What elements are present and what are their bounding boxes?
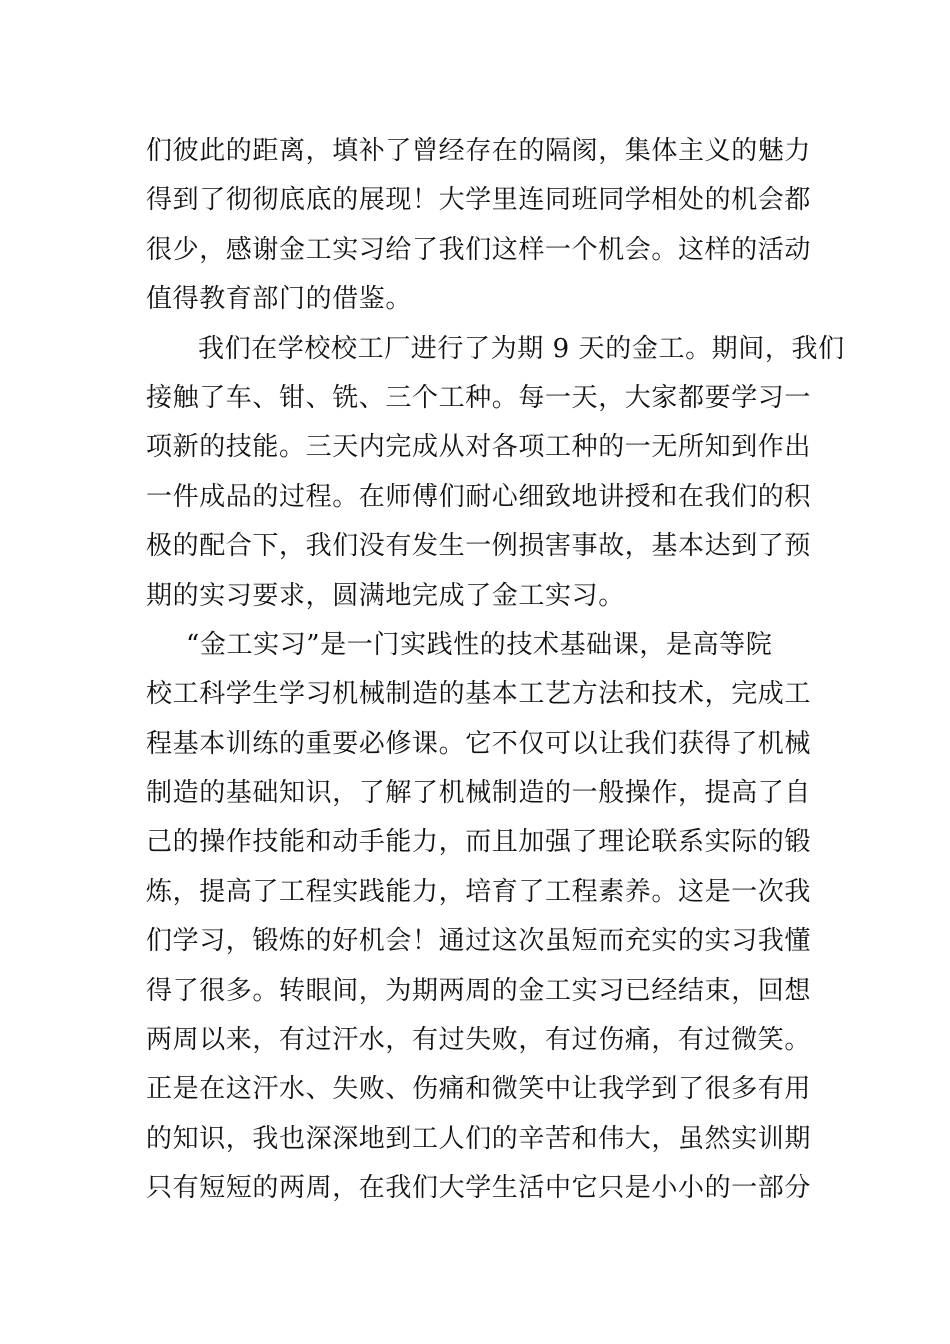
body-text (146, 127, 845, 1214)
text-line: 值得教育部门的借鉴。 (146, 284, 413, 315)
text-line: 项新的技能。三天内完成从对各项工种的一无所知到作出 (146, 432, 812, 463)
text-line: 得了很多。转眼间，为期两周的金工实习已经结束，回想 (146, 975, 812, 1006)
text-line: 程基本训练的重要必修课。它不仅可以让我们获得了机械 (146, 728, 812, 759)
text-line: 很少，感谢金工实习给了我们这样一个机会。这样的活动 (146, 234, 812, 265)
text-line: 只有短短的两周，在我们大学生活中它只是小小的一部分 (146, 1173, 812, 1204)
text-line: 极的配合下，我们没有发生一例损害事故，基本达到了预 (146, 531, 812, 562)
paragraph-first-line: 我们在学校校工厂进行了为期 9 天的金工。期间，我们 (198, 333, 845, 364)
text-line: 正是在这汗水、失败、伤痛和微笑中让我学到了很多有用 (146, 1074, 812, 1105)
text-line: 一件成品的过程。在师傅们耐心细致地讲授和在我们的积 (146, 481, 812, 512)
text-line: 两周以来，有过汗水，有过失败，有过伤痛，有过微笑。 (146, 1025, 812, 1056)
text-line: 炼，提高了工程实践能力，培育了工程素养。这是一次我 (146, 876, 812, 907)
text-line: 制造的基础知识，了解了机械制造的一般操作，提高了自 (146, 778, 812, 809)
text-line: 接触了车、钳、铣、三个工种。每一天，大家都要学习一 (146, 382, 812, 413)
text-line: 的知识，我也深深地到工人们的辛苦和伟大，虽然实训期 (146, 1123, 812, 1154)
text-line: 己的操作技能和动手能力，而且加强了理论联系实际的锻 (146, 827, 812, 858)
paragraph-first-line: “金工实习”是一门实践性的技术基础课，是高等院 (186, 629, 773, 660)
text-line: 们学习，锻炼的好机会！通过这次虽短而充实的实习我懂 (146, 926, 812, 957)
text-line: 得到了彻彻底底的展现！大学里连同班同学相处的机会都 (146, 185, 812, 216)
text-line: 期的实习要求，圆满地完成了金工实习。 (146, 580, 625, 611)
text-line: 们彼此的距离，填补了曾经存在的隔阂，集体主义的魅力 (146, 136, 812, 166)
text-line: 校工科学生学习机械制造的基本工艺方法和技术，完成工 (146, 679, 812, 710)
